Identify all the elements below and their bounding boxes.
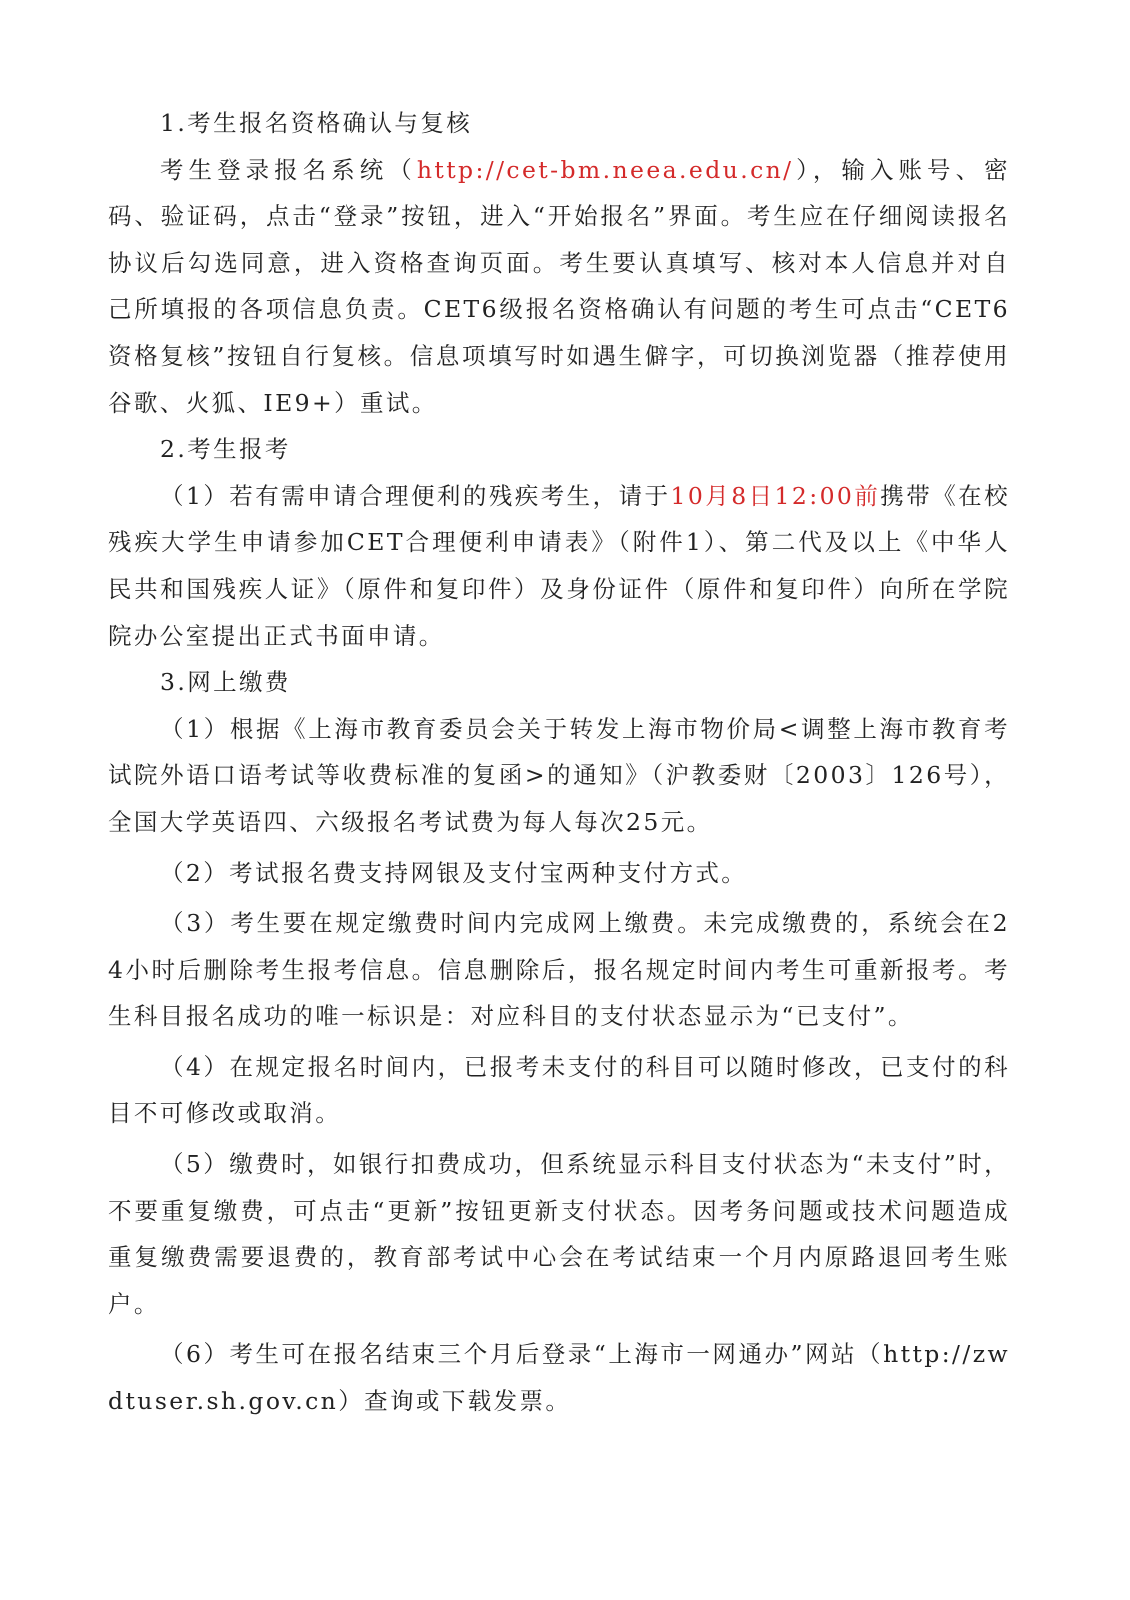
section2-paragraph (108, 473, 1010, 659)
section1-text-before-url: 考生登录报名系统（ (160, 155, 417, 184)
section3-item-4: （4）在规定报名时间内，已报考未支付的科目可以随时修改，已支付的科目不可修改或取消。 (108, 1052, 1010, 1128)
deadline-highlight: 10月8日12:00前 (670, 481, 881, 510)
section3-item-2: （2）考试报名费支持网银及支付宝两种支付方式。 (160, 858, 748, 887)
section3-item-5: （5）缴费时，如银行扣费成功，但系统显示科目支付状态为“未支付”时，不要重复缴费，可点击“更新”按钮更新支付状态。因考务问题或技术问题造成重复缴费需要退费的，教育部考试中心会在考试结束一个月内原路退回考生账户。 (108, 1150, 1010, 1318)
section2-text-before-deadline: （1）若有需申请合理便利的残疾考生，请于 (160, 481, 671, 510)
section1-text-after-url: ），输入账号、密码、验证码，点击“登录”按钮，进入“开始报名”界面。考生应在仔细阅读报名协议后勾选同意，进入资格查询页面。考生要认真填写、核对本人信息并对自己所填报的各项信息负责。CET6级报名资格确认有问题的考生可点击“CET6资格复核”按钮自行复核。信息项填写时如遇生僻字，可切换浏览器（推荐使用谷歌、火狐、IE9+）重试。 (108, 155, 1011, 417)
registration-system-link[interactable]: http://cet-bm.neea.edu.cn/ (416, 155, 794, 184)
section2-heading: 2.考生报考 (160, 435, 291, 464)
section1-paragraph (108, 147, 1010, 427)
section3-item-3: （3）考生要在规定缴费时间内完成网上缴费。未完成缴费的，系统会在24小时后删除考生报考信息。信息删除后，报名规定时间内考生可重新报考。考生科目报名成功的唯一标识是：对应科目的支付状态显示为“已支付”。 (108, 909, 1010, 1031)
section3-heading: 3.网上缴费 (160, 668, 291, 697)
section2-text-after-deadline: 携带《在校残疾大学生申请参加CET合理便利申请表》（附件1）、第二代及以上《中华人民共和国残疾人证》（原件和复印件）及身份证件（原件和复印件）向所在学院院办公室提出正式书面申请。 (108, 481, 1011, 650)
section3-item-6: （6）考生可在报名结束三个月后登录“上海市一网通办”网站（http://zwdtuser.sh.gov.cn）查询或下载发票。 (108, 1340, 1010, 1416)
section3-item-1: （1）根据《上海市教育委员会关于转发上海市物价局<调整上海市教育考试院外语口语考试等收费标准的复函>的通知》（沪教委财〔2003〕126号），全国大学英语四、六级报名考试费为每人每次25元。 (108, 714, 1010, 836)
section1-heading: 1.考生报名资格确认与复核 (160, 109, 473, 137)
